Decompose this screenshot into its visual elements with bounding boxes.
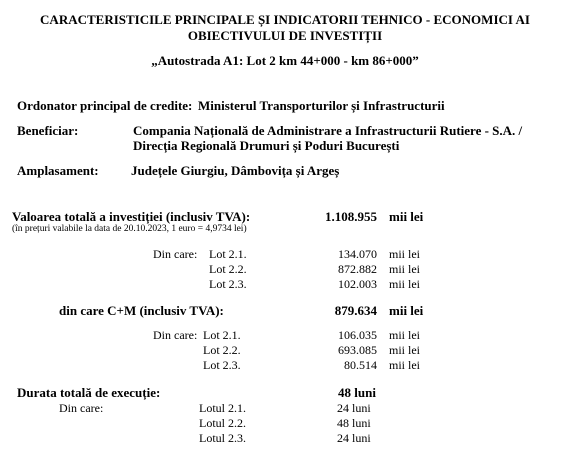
cm-lot-label: Lot 2.2. bbox=[203, 343, 241, 357]
valoare-lot-value: 872.882 bbox=[338, 262, 377, 276]
cm-label: din care C+M (inclusiv TVA): bbox=[59, 303, 224, 318]
cm-lot-value: 80.514 bbox=[344, 358, 377, 372]
valoare-totala-unit: mii lei bbox=[389, 209, 424, 224]
ordonator-label: Ordonator principal de credite: bbox=[17, 98, 193, 113]
document-title-line-1: CARACTERISTICILE PRINCIPALE ȘI INDICATORII TEHNICO - ECONOMICI AI bbox=[40, 12, 530, 27]
valoare-lot-label: Lot 2.3. bbox=[209, 277, 247, 291]
durata-lot-value: 24 luni bbox=[337, 431, 371, 445]
valoare-totala-label: Valoarea totală a investiției (inclusiv TVA): bbox=[12, 209, 251, 224]
valoare-breakdown-prefix: Din care: bbox=[153, 247, 198, 261]
beneficiar-value-line-2: Direcția Regională Drumuri și Poduri București bbox=[133, 138, 400, 153]
durata-label: Durata totală de execuție: bbox=[17, 385, 161, 400]
cm-lot-label: Lot 2.3. bbox=[203, 358, 241, 372]
cm-lot-value: 106.035 bbox=[338, 328, 377, 342]
durata-lot-label: Lotul 2.2. bbox=[199, 416, 246, 430]
valoare-lot-label: Lot 2.2. bbox=[209, 262, 247, 276]
durata-breakdown-prefix: Din care: bbox=[59, 401, 104, 415]
amplasament-label: Amplasament: bbox=[17, 163, 99, 178]
cm-breakdown-prefix: Din care: bbox=[153, 328, 198, 342]
cm-lot-value: 693.085 bbox=[338, 343, 377, 357]
durata-lot-value: 24 luni bbox=[337, 401, 371, 415]
valoare-lot-unit: mii lei bbox=[389, 247, 420, 261]
ordonator-value: Ministerul Transporturilor și Infrastructurii bbox=[198, 98, 445, 113]
durata-lot-value: 48 luni bbox=[337, 416, 371, 430]
document-title-line-2: OBIECTIVULUI DE INVESTIȚII bbox=[187, 28, 383, 43]
document-subtitle: „Autostrada A1: Lot 2 km 44+000 - km 86+000” bbox=[151, 53, 419, 68]
cm-lot-unit: mii lei bbox=[389, 358, 420, 372]
valoare-lot-unit: mii lei bbox=[389, 277, 420, 291]
beneficiar-label: Beneficiar: bbox=[17, 123, 79, 138]
cm-lot-label: Lot 2.1. bbox=[203, 328, 241, 342]
cm-unit: mii lei bbox=[389, 303, 424, 318]
valoare-lot-unit: mii lei bbox=[389, 262, 420, 276]
beneficiar-value-line-1: Compania Națională de Administrare a Infrastructurii Rutiere - S.A. / bbox=[133, 123, 523, 138]
cm-lot-unit: mii lei bbox=[389, 343, 420, 357]
valoare-lot-value: 102.003 bbox=[338, 277, 377, 291]
durata-lot-label: Lotul 2.3. bbox=[199, 431, 246, 445]
durata-lot-label: Lotul 2.1. bbox=[199, 401, 246, 415]
amplasament-value: Județele Giurgiu, Dâmbovița și Argeș bbox=[131, 163, 340, 178]
valoare-totala-note: (în prețuri valabile la data de 20.10.2023, 1 euro = 4,9734 lei) bbox=[12, 224, 247, 234]
cm-value: 879.634 bbox=[334, 303, 377, 318]
cm-lot-unit: mii lei bbox=[389, 328, 420, 342]
durata-value: 48 luni bbox=[338, 385, 376, 400]
valoare-lot-label: Lot 2.1. bbox=[209, 247, 247, 261]
valoare-lot-value: 134.070 bbox=[338, 247, 377, 261]
valoare-totala-value: 1.108.955 bbox=[325, 209, 377, 224]
